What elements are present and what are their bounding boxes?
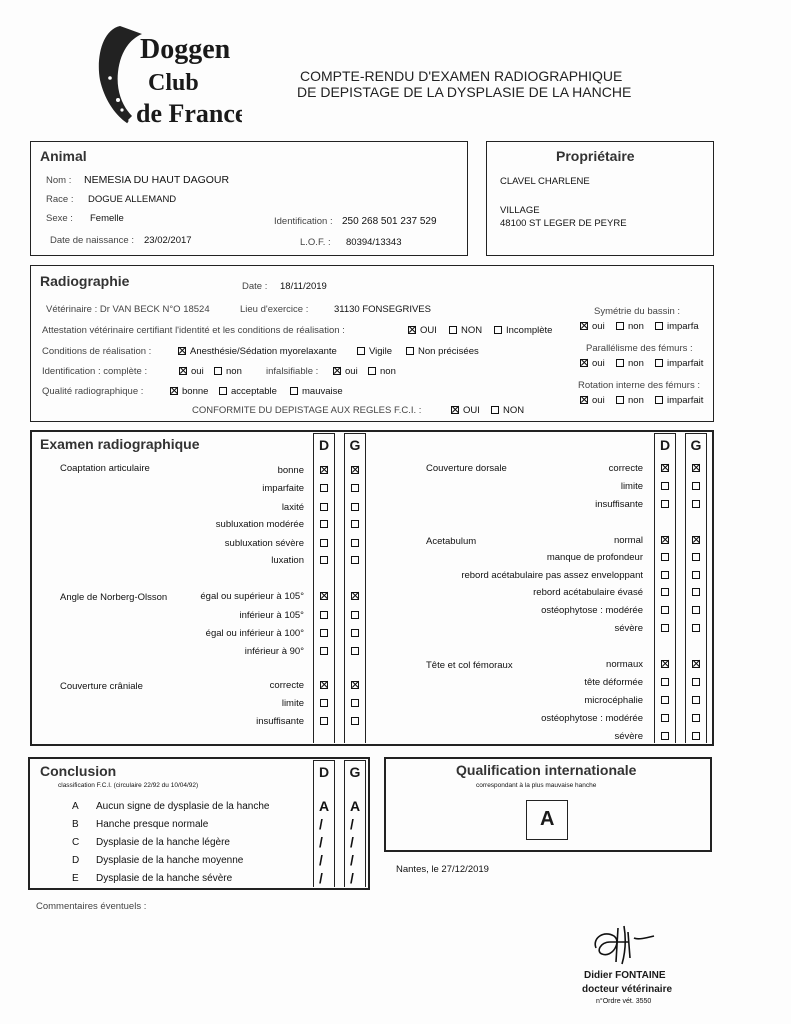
coaptation-item-5-g-checkbox[interactable] xyxy=(351,556,359,564)
conclusion-col-d-label: D xyxy=(318,764,330,780)
symetrie-label: Symétrie du bassin : xyxy=(594,306,681,317)
acetabulum-item-1-label: manque de profondeur xyxy=(546,552,643,563)
acetabulum-heading: Acetabulum xyxy=(426,536,477,547)
acetabulum-item-5-g-checkbox[interactable] xyxy=(692,624,700,632)
dorsale-item-1-label: limite xyxy=(620,481,643,492)
att-incomplete-checkbox[interactable] xyxy=(494,326,502,334)
norberg-item-1-label: inférieur à 105° xyxy=(239,610,304,621)
col-g-label: G xyxy=(690,437,702,453)
coaptation-item-1-d-checkbox[interactable] xyxy=(320,484,328,492)
signature-name: Didier FONTAINE xyxy=(584,970,666,981)
tete-item-2-d-checkbox[interactable] xyxy=(661,696,669,704)
rot-non-checkbox[interactable] xyxy=(616,396,624,404)
norberg-item-0-g-checkbox[interactable] xyxy=(351,592,359,600)
identification-complete-label: Identification : complète : xyxy=(42,366,148,377)
sym-non-label: non xyxy=(628,321,644,332)
col-d-label: D xyxy=(318,437,330,453)
grade-letter-2: C xyxy=(72,837,80,848)
tete-item-1-d-checkbox[interactable] xyxy=(661,678,669,686)
att-oui-label: OUI xyxy=(420,325,437,336)
acetabulum-item-2-label: rebord acétabulaire pas assez enveloppant xyxy=(461,570,643,581)
svg-text:de France: de France xyxy=(136,99,242,128)
grade-d-1: / xyxy=(319,816,323,832)
lof-value: 80394/13343 xyxy=(346,237,402,248)
par-imparfait-checkbox[interactable] xyxy=(655,359,663,367)
ident-complete-oui-checkbox[interactable] xyxy=(179,367,187,375)
dorsale-item-0-d-checkbox[interactable] xyxy=(661,464,669,472)
grade-g-3: / xyxy=(350,852,354,868)
identification-label: Identification : xyxy=(274,216,333,227)
rotation-label: Rotation interne des fémurs : xyxy=(578,380,700,391)
qual-acceptable-label: acceptable xyxy=(231,386,277,397)
sym-imparfait-label: imparfa xyxy=(667,321,699,332)
sym-oui-checkbox[interactable] xyxy=(580,322,588,330)
coaptation-item-5-d-checkbox[interactable] xyxy=(320,556,328,564)
dorsale-heading: Couverture dorsale xyxy=(426,463,507,474)
grade-text-4: Dysplasie de la hanche sévère xyxy=(96,873,233,884)
tete-item-3-g-checkbox[interactable] xyxy=(692,714,700,722)
svg-text:Doggen: Doggen xyxy=(140,34,231,65)
sexe-value: Femelle xyxy=(90,213,124,224)
norberg-heading: Angle de Norberg-Olsson xyxy=(60,592,168,603)
race-label: Race : xyxy=(46,194,74,205)
grade-text-1: Hanche presque normale xyxy=(96,819,209,830)
signature-ordre: n°Ordre vét. 3550 xyxy=(596,998,652,1005)
infalsifiable-non-label: non xyxy=(380,366,396,377)
cond-anesthesie-label: Anesthésie/Sédation myorelaxante xyxy=(190,346,337,357)
dorsale-item-0-label: correcte xyxy=(608,463,643,474)
conf-oui-checkbox[interactable] xyxy=(451,406,459,414)
norberg-item-0-label: égal ou supérieur à 105° xyxy=(200,591,304,602)
qual-bonne-label: bonne xyxy=(182,386,209,397)
norberg-item-3-g-checkbox[interactable] xyxy=(351,647,359,655)
acetabulum-item-5-label: sévère xyxy=(614,623,643,634)
dorsale-item-0-g-checkbox[interactable] xyxy=(692,464,700,472)
acetabulum-item-1-g-checkbox[interactable] xyxy=(692,553,700,561)
rot-imparfait-label: imparfait xyxy=(667,395,704,406)
ident-complete-non-checkbox[interactable] xyxy=(214,367,222,375)
acetabulum-item-1-d-checkbox[interactable] xyxy=(661,553,669,561)
tete-item-3-d-checkbox[interactable] xyxy=(661,714,669,722)
svg-text:Club: Club xyxy=(148,70,199,96)
coaptation-item-5-label: luxation xyxy=(271,555,304,566)
acetabulum-item-0-label: normal xyxy=(613,535,643,546)
doc-title-line1: COMPTE-RENDU D'EXAMEN RADIOGRAPHIQUE xyxy=(300,68,623,84)
acetabulum-item-0-d-checkbox[interactable] xyxy=(661,536,669,544)
qual-bonne-checkbox[interactable] xyxy=(170,387,178,395)
parallelisme-label: Parallélisme des fémurs : xyxy=(586,343,693,354)
rot-non-label: non xyxy=(628,395,644,406)
sym-oui-label: oui xyxy=(592,321,605,332)
examen-left-col-g xyxy=(344,433,366,743)
cond-vigile-checkbox[interactable] xyxy=(357,347,365,355)
infalsifiable-label: infalsifiable : xyxy=(266,366,319,377)
qual-acceptable-checkbox[interactable] xyxy=(219,387,227,395)
norberg-item-0-d-checkbox[interactable] xyxy=(320,592,328,600)
acetabulum-item-3-label: rebord acétabulaire évasé xyxy=(533,587,643,598)
tete-item-2-label: microcéphalie xyxy=(584,695,643,706)
conf-non-label: NON xyxy=(503,405,525,416)
col-d-label: D xyxy=(659,437,671,453)
acetabulum-item-3-d-checkbox[interactable] xyxy=(661,588,669,596)
sexe-label: Sexe : xyxy=(46,213,73,224)
acetabulum-item-2-g-checkbox[interactable] xyxy=(692,571,700,579)
coaptation-item-1-label: imparfaite xyxy=(262,483,304,494)
infalsifiable-non-checkbox[interactable] xyxy=(368,367,376,375)
par-oui-label: oui xyxy=(592,358,605,369)
grade-d-0: A xyxy=(319,798,330,814)
coaptation-item-2-label: laxité xyxy=(281,502,304,513)
nom-value: NEMESIA DU HAUT DAGOUR xyxy=(84,174,230,186)
tete-item-1-g-checkbox[interactable] xyxy=(692,678,700,686)
coaptation-item-0-label: bonne xyxy=(277,465,304,476)
examen-left-col-d xyxy=(313,433,335,743)
coaptation-item-3-label: subluxation modérée xyxy=(215,519,304,530)
ident-complete-oui-label: oui xyxy=(191,366,204,377)
couverture-item-1-d-checkbox[interactable] xyxy=(320,699,328,707)
att-non-label: NON xyxy=(461,325,483,336)
proprietaire-heading: Propriétaire xyxy=(556,148,635,164)
grade-letter-0: A xyxy=(72,801,79,812)
acetabulum-item-0-g-checkbox[interactable] xyxy=(692,536,700,544)
coaptation-heading: Coaptation articulaire xyxy=(60,463,150,474)
att-non-checkbox[interactable] xyxy=(449,326,457,334)
ident-complete-non-label: non xyxy=(226,366,242,377)
conformite-label: CONFORMITE DU DEPISTAGE AUX REGLES F.C.I. : xyxy=(192,405,422,416)
sym-imparfait-checkbox[interactable] xyxy=(655,322,663,330)
conf-oui-label: OUI xyxy=(463,405,480,416)
nom-label: Nom : xyxy=(46,175,72,186)
tete-heading: Tête et col fémoraux xyxy=(426,660,513,671)
qualification-sub: correspondant à la plus mauvaise hanche xyxy=(476,782,597,789)
norberg-item-3-d-checkbox[interactable] xyxy=(320,647,328,655)
grade-g-4: / xyxy=(350,870,354,886)
couverture-item-0-d-checkbox[interactable] xyxy=(320,681,328,689)
animal-heading: Animal xyxy=(40,148,87,164)
conclusion-heading: Conclusion xyxy=(40,763,117,779)
qualite-label: Qualité radiographique : xyxy=(42,386,144,397)
conf-non-checkbox[interactable] xyxy=(491,406,499,414)
norberg-item-1-g-checkbox[interactable] xyxy=(351,611,359,619)
acetabulum-item-3-g-checkbox[interactable] xyxy=(692,588,700,596)
tete-item-4-label: sévère xyxy=(614,731,643,742)
rot-imparfait-checkbox[interactable] xyxy=(655,396,663,404)
coaptation-item-4-label: subluxation sévère xyxy=(224,538,304,549)
dorsale-item-2-d-checkbox[interactable] xyxy=(661,500,669,508)
tete-item-0-label: normaux xyxy=(606,659,643,670)
par-non-checkbox[interactable] xyxy=(616,359,624,367)
infalsifiable-oui-checkbox[interactable] xyxy=(333,367,341,375)
grade-letter-3: D xyxy=(72,855,80,866)
coaptation-item-0-g-checkbox[interactable] xyxy=(351,466,359,474)
signature-title: docteur vétérinaire xyxy=(582,984,673,995)
couverture-item-2-d-checkbox[interactable] xyxy=(320,717,328,725)
couverture-item-1-g-checkbox[interactable] xyxy=(351,699,359,707)
acetabulum-item-4-label: ostéophytose : modérée xyxy=(541,605,643,616)
acetabulum-item-4-g-checkbox[interactable] xyxy=(692,606,700,614)
identification-value: 250 268 501 237 529 xyxy=(342,216,437,227)
grade-text-2: Dysplasie de la hanche légère xyxy=(96,837,230,848)
norberg-item-2-label: égal ou inférieur à 100° xyxy=(205,628,304,639)
radiographie-heading: Radiographie xyxy=(40,273,130,289)
coaptation-item-2-g-checkbox[interactable] xyxy=(351,503,359,511)
couverture-heading: Couverture crâniale xyxy=(60,681,143,692)
grade-text-0: Aucun signe de dysplasie de la hanche xyxy=(96,801,270,812)
dorsale-item-1-g-checkbox[interactable] xyxy=(692,482,700,490)
norberg-item-2-g-checkbox[interactable] xyxy=(351,629,359,637)
rot-oui-label: oui xyxy=(592,395,605,406)
radio-date-value: 18/11/2019 xyxy=(280,281,327,292)
acetabulum-item-2-d-checkbox[interactable] xyxy=(661,571,669,579)
att-incomplete-label: Incomplète xyxy=(506,325,553,336)
par-imparfait-label: imparfait xyxy=(667,358,704,369)
norberg-item-1-d-checkbox[interactable] xyxy=(320,611,328,619)
par-non-label: non xyxy=(628,358,644,369)
attestation-label: Attestation vétérinaire certifiant l'identité et les conditions de réalisation : xyxy=(42,325,345,336)
conditions-label: Conditions de réalisation : xyxy=(42,346,152,357)
veterinaire-text: Vétérinaire : Dr VAN BECK N°O 18524 xyxy=(46,304,210,315)
acetabulum-item-5-d-checkbox[interactable] xyxy=(661,624,669,632)
dorsale-item-2-label: insuffisante xyxy=(595,499,643,510)
couverture-item-2-label: insuffisante xyxy=(256,716,304,727)
norberg-item-2-d-checkbox[interactable] xyxy=(320,629,328,637)
couverture-item-2-g-checkbox[interactable] xyxy=(351,717,359,725)
dorsale-item-2-g-checkbox[interactable] xyxy=(692,500,700,508)
coaptation-item-1-g-checkbox[interactable] xyxy=(351,484,359,492)
qual-mauvaise-checkbox[interactable] xyxy=(290,387,298,395)
lieu-date: Nantes, le 27/12/2019 xyxy=(396,864,489,875)
grade-letter-1: B xyxy=(72,819,79,830)
couverture-item-0-g-checkbox[interactable] xyxy=(351,681,359,689)
naissance-value: 23/02/2017 xyxy=(144,235,192,246)
logo xyxy=(92,18,242,130)
classification-note: classification F.C.I. (circulaire 22/92 du 10/04/92) xyxy=(58,782,199,789)
conclusion-col-g xyxy=(344,760,366,887)
sym-non-checkbox[interactable] xyxy=(616,322,624,330)
grade-g-1: / xyxy=(350,816,354,832)
coaptation-item-3-d-checkbox[interactable] xyxy=(320,520,328,528)
cond-vigile-label: Vigile xyxy=(369,346,393,357)
tete-item-4-g-checkbox[interactable] xyxy=(692,732,700,740)
cond-anesthesie-checkbox[interactable] xyxy=(178,347,186,355)
proprietaire-nom: CLAVEL CHARLENE xyxy=(500,176,590,187)
race-value: DOGUE ALLEMAND xyxy=(88,194,177,205)
grade-g-2: / xyxy=(350,834,354,850)
tete-item-2-g-checkbox[interactable] xyxy=(692,696,700,704)
tete-item-0-d-checkbox[interactable] xyxy=(661,660,669,668)
qual-mauvaise-label: mauvaise xyxy=(302,386,343,397)
grade-d-2: / xyxy=(319,834,323,850)
grade-letter-4: E xyxy=(72,873,79,884)
conclusion-col-d xyxy=(313,760,335,887)
tete-item-1-label: tête déformée xyxy=(584,677,643,688)
coaptation-item-3-g-checkbox[interactable] xyxy=(351,520,359,528)
grade-text-3: Dysplasie de la hanche moyenne xyxy=(96,855,244,866)
proprietaire-adresse2: 48100 ST LEGER DE PEYRE xyxy=(500,218,627,229)
lieu-value: 31130 FONSEGRIVES xyxy=(334,304,431,315)
lof-label: L.O.F. : xyxy=(300,237,331,248)
par-oui-checkbox[interactable] xyxy=(580,359,588,367)
signature xyxy=(588,918,668,968)
coaptation-item-4-d-checkbox[interactable] xyxy=(320,539,328,547)
conclusion-col-g-label: G xyxy=(349,764,361,780)
norberg-item-3-label: inférieur à 90° xyxy=(244,646,304,657)
doc-title-line2: DE DEPISTAGE DE LA DYSPLASIE DE LA HANCHE xyxy=(297,84,632,100)
qualification-grade: A xyxy=(540,808,555,830)
rot-oui-checkbox[interactable] xyxy=(580,396,588,404)
commentaires-label: Commentaires éventuels : xyxy=(36,901,147,912)
lieu-label: Lieu d'exercice : xyxy=(240,304,309,315)
qualification-heading: Qualification internationale xyxy=(456,762,637,778)
grade-g-0: A xyxy=(350,798,361,814)
proprietaire-adresse1: VILLAGE xyxy=(500,205,540,216)
cond-nonprecisees-checkbox[interactable] xyxy=(406,347,414,355)
infalsifiable-oui-label: oui xyxy=(345,366,358,377)
radio-date-label: Date : xyxy=(242,281,268,292)
grade-d-4: / xyxy=(319,870,323,886)
tete-item-0-g-checkbox[interactable] xyxy=(692,660,700,668)
dorsale-item-1-d-checkbox[interactable] xyxy=(661,482,669,490)
tete-item-4-d-checkbox[interactable] xyxy=(661,732,669,740)
couverture-item-1-label: limite xyxy=(281,698,304,709)
coaptation-item-4-g-checkbox[interactable] xyxy=(351,539,359,547)
coaptation-item-0-d-checkbox[interactable] xyxy=(320,466,328,474)
acetabulum-item-4-d-checkbox[interactable] xyxy=(661,606,669,614)
couverture-item-0-label: correcte xyxy=(269,680,304,691)
col-g-label: G xyxy=(349,437,361,453)
coaptation-item-2-d-checkbox[interactable] xyxy=(320,503,328,511)
att-oui-checkbox[interactable] xyxy=(408,326,416,334)
grade-d-3: / xyxy=(319,852,323,868)
naissance-label: Date de naissance : xyxy=(50,235,134,246)
tete-item-3-label: ostéophytose : modérée xyxy=(541,713,643,724)
examen-heading: Examen radiographique xyxy=(40,436,200,452)
cond-nonprecisees-label: Non précisées xyxy=(418,346,479,357)
